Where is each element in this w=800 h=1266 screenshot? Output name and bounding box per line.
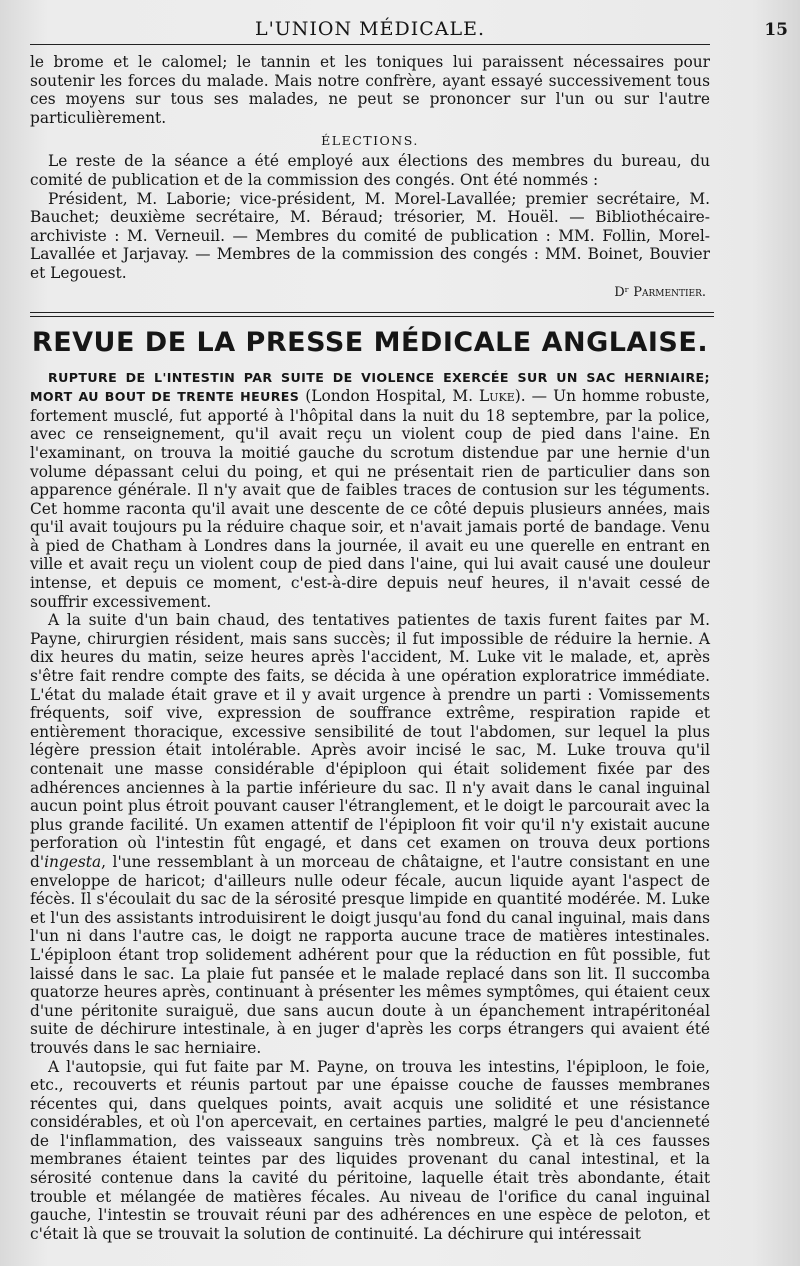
article-title: RUPTURE DE L'INTESTIN PAR SUITE DE VIOLENCE EXERCÉE SUR UN SAC HERNIAIRE; MORT AU BOUT DE TRENTE HEURES xyxy=(30,369,710,405)
paragraph-elected-members: Président, M. Laborie; vice-président, M. Morel-Lavallée; premier secrétaire, M. Bauchet; deuxième secrétaire, M. Béraud; trésorier, M. Houël. — Bibliothécaire-archiviste : M. Verneuil. — Membres du comité de publication : MM. Follin, Morel-Lavallée et Jarjavay. — Membres de la commission des congés : MM. Boinet, Bouvier et Legouest. xyxy=(30,189,710,282)
running-title: L'UNION MÉDICALE. xyxy=(254,18,486,40)
paragraph-case-presentation xyxy=(30,368,710,612)
paragraph-elections-intro: Le reste de la séance a été employé aux élections des membres du bureau, du comité de publication et de la commission des congés. Ont été nommés : xyxy=(30,152,710,189)
society-report-section xyxy=(30,53,710,300)
page-number: 15 xyxy=(764,20,788,40)
article-source-suffix: ). — xyxy=(514,387,554,406)
article-source-prefix: (London Hospital, M. xyxy=(299,387,479,406)
italic-term-ingesta: ingesta xyxy=(44,852,102,871)
operation-text-start: A la suite d'un bain chaud, des tentatives patientes de taxis furent faites par M. Payne, chirurgien résident, mais sans succès; il fut impossible de réduire la hernie. A dix heures du matin, seize heures après l'accident, M. Luke vit le malade, et, après s'être fait rendre compte des faits, se décida à une opération exploratrice immédiate. L'état du malade était grave et il y avait urgence à prendre un parti : Vomissements fréquents, soif vive, expression de souffrance extrême, respiration rapide et entièrement thoracique, excessive sensibilité de tout l'abdomen, sur lequel la plus légère pression était intolérable. Après avoir incisé le sac, M. Luke trouva qu'il contenait une masse considérable d'épiploon qui était solidement fixée par des adhérences anciennes à la partie inférieure du sac. Il n'y avait dans le canal inguinal aucun point plus étroit pouvant causer l'étranglement, et le doigt le parcourait avec la plus grande facilité. Un examen attentif de l'épiploon fit voir qu'il n'y existait aucune perforation où l'intestin fût engagé, et dans cet examen on trouva deux portions d' xyxy=(30,611,710,871)
paragraph-autopsy: A l'autopsie, qui fut faite par M. Payne, on trouva les intestins, l'épiploon, le foie, etc., recouverts et réunis partout par une épaisse couche de fausses membranes récentes qui, dans quelques points, avait acquis une solidité et une résistance considérables, et où l'on apercevait, en certaines parties, malgré le peu d'ancienneté de l'inflammation, des vaisseaux sanguins très nombreux. Çà et là ces fausses membranes étaient teintes par des liquides provenant du canal intestinal, et la sérosité contenue dans la cavité du péritoine, laquelle était très abondante, était trouble et mélangée de matières fécales. Au niveau de l'orifice du canal inguinal gauche, l'intestin se trouvait réuni par des adhérences en une espèce de peloton, et c'était là que se trouvait la solution de continuité. La déchirure qui intéressait xyxy=(30,1057,710,1243)
operation-text-end: , l'une ressemblant à un morceau de châtaigne, et l'autre consistant en une enveloppe de haricot; d'ailleurs nulle odeur fécale, aucun liquide ayant l'aspect de fécès. Il s'écoulait du sac de la sérosité presque limpide en quantité modérée. M. Luke et l'un des assistants introduisirent le doigt jusqu'au fond du canal inguinal, mais dans l'un ni dans l'autre cas, le doigt ne rapporta aucune trace de matières intestinales. L'épiploon étant trop solidement adhérent pour que la réduction en fût possible, fut laissé dans le sac. La plaie fut pansée et le malade replacé dans son lit. Il succomba quatorze heures après, continuant à présenter les mêmes symptômes, qui étaient ceux d'une péritonite suraiguë, due sans aucun doute à un épanchement intrapéritonéal suite de déchirure intestinale, à en juger d'après les corps étrangers qui avaient été trouvés dans le sac herniaire. xyxy=(30,852,710,1057)
section-heading-elections: ÉLECTIONS. xyxy=(321,133,419,149)
case-presentation-text: Un homme robuste, fortement musclé, fut apporté à l'hôpital dans la nuit du 18 septembre, par la police, avec ce renseignement, qu'il avait reçu un violent coup de pied dans l'aine. En l'examinant, on trouva la moitié gauche du scrotum distendue par une hernie d'un volume dépassant celui du poing, et qui ne présentait rien de particulier dans son apparence générale. Il n'y avait que de faibles traces de contusion sur les téguments. Cet homme raconta qu'il avait une descente de ce côté depuis plusieurs années, mais qu'il avait toujours pu la réduire chaque soir, et n'avait jamais porté de bandage. Venu à pied de Chatham à Londres dans la journée, il avait eu une querelle en entrant en ville et avait reçu un violent coup de pied dans l'aine, qui lui avait causé une douleur intense, et depuis ce moment, c'est-à-dire depuis neuf heures, il n'avait cessé de souffrir excessivement. xyxy=(30,387,710,611)
author-signature: Dʳ Parmentier. xyxy=(614,284,706,300)
paragraph-operation xyxy=(30,611,710,1057)
english-press-review-section xyxy=(30,327,710,1244)
paragraph-treatment: le brome et le calomel; le tannin et les toniques lui paraissent nécessaires pour soutenir les forces du malade. Mais notre confrère, ayant essayé successivement tous ces moyens sur tous ses malades, ne peut se prononcer sur l'un ou sur l'autre particulièrement. xyxy=(30,53,710,127)
article-author: Luke xyxy=(479,387,515,406)
section-title: REVUE DE LA PRESSE MÉDICALE ANGLAISE. xyxy=(31,326,709,358)
section-divider xyxy=(30,312,714,317)
page-header xyxy=(30,14,788,45)
